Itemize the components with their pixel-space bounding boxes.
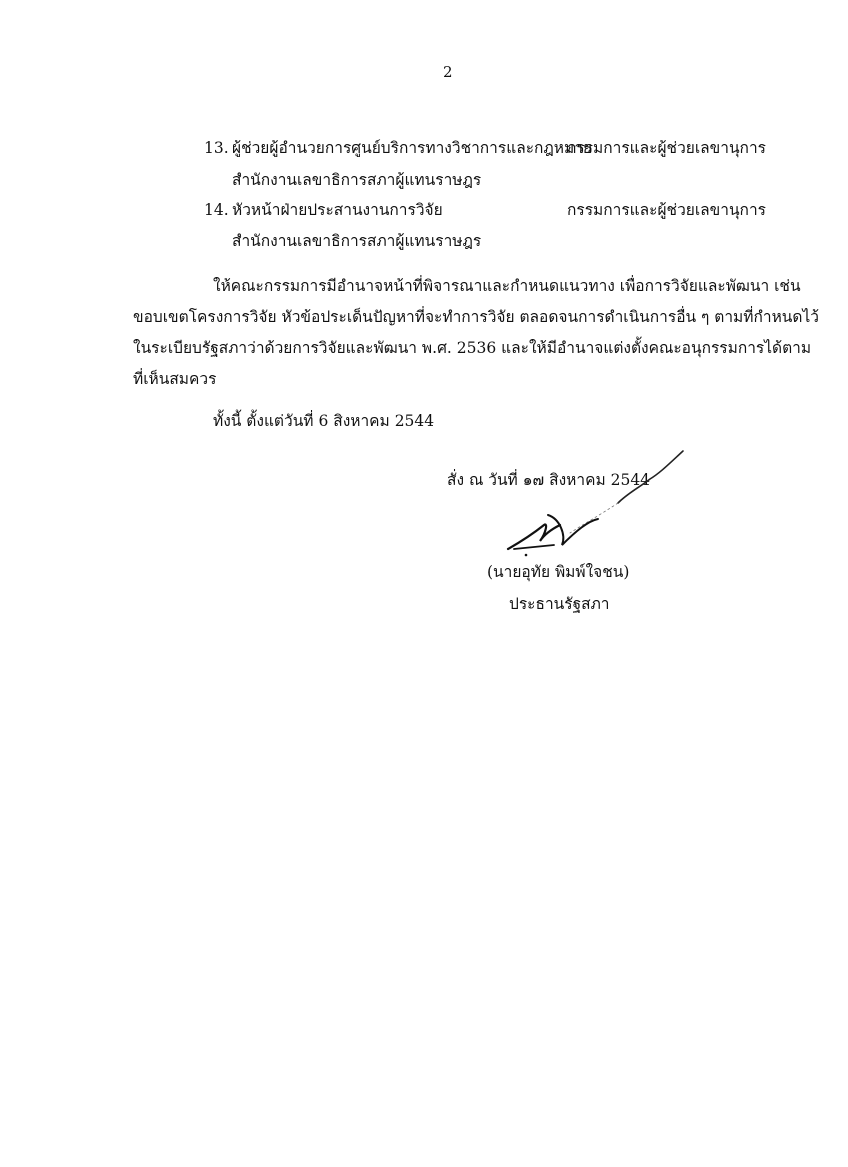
effective-date: ทั้งนี้ ตั้งแต่วันที่ 6 สิงหาคม 2544 (213, 412, 435, 430)
member-13-number: 13. (204, 139, 229, 157)
member-13-role: กรรมการและผู้ช่วยเลขานุการ (567, 139, 766, 157)
page-number: 2 (443, 63, 453, 81)
mandate-line-3: ในระเบียบรัฐสภาว่าด้วยการวิจัยและพัฒนา พ.ศ. 2536 และให้มีอำนาจแต่งตั้งคณะอนุกรรมการได้ตาม (133, 339, 812, 357)
signatory-name: (นายอุทัย พิมพ์ใจชน) (487, 563, 630, 581)
member-13-title: ผู้ช่วยผู้อำนวยการศูนย์บริการทางวิชาการและกฎหมาย (232, 139, 593, 157)
member-14-number: 14. (204, 201, 229, 219)
signature-mark (500, 445, 690, 560)
mandate-line-4: ที่เห็นสมควร (133, 370, 217, 388)
member-14-role: กรรมการและผู้ช่วยเลขานุการ (567, 201, 766, 219)
member-14-title: หัวหน้าฝ่ายประสานงานการวิจัย (232, 201, 443, 219)
member-14-organization: สำนักงานเลขาธิการสภาผู้แทนราษฎร (232, 232, 482, 250)
member-13-organization: สำนักงานเลขาธิการสภาผู้แทนราษฎร (232, 171, 482, 189)
order-date: สั่ง ณ วันที่ ๑๗ สิงหาคม 2544 (447, 471, 651, 489)
mandate-line-1: ให้คณะกรรมการมีอำนาจหน้าที่พิจารณาและกำหนดแนวทาง เพื่อการวิจัยและพัฒนา เช่น (213, 277, 801, 295)
mandate-line-2: ขอบเขตโครงการวิจัย หัวข้อประเด็นปัญหาที่จะทำการวิจัย ตลอดจนการดำเนินการอื่น ๆ ตามที่กำหนดไว้ (133, 308, 819, 326)
signatory-title: ประธานรัฐสภา (509, 595, 610, 613)
